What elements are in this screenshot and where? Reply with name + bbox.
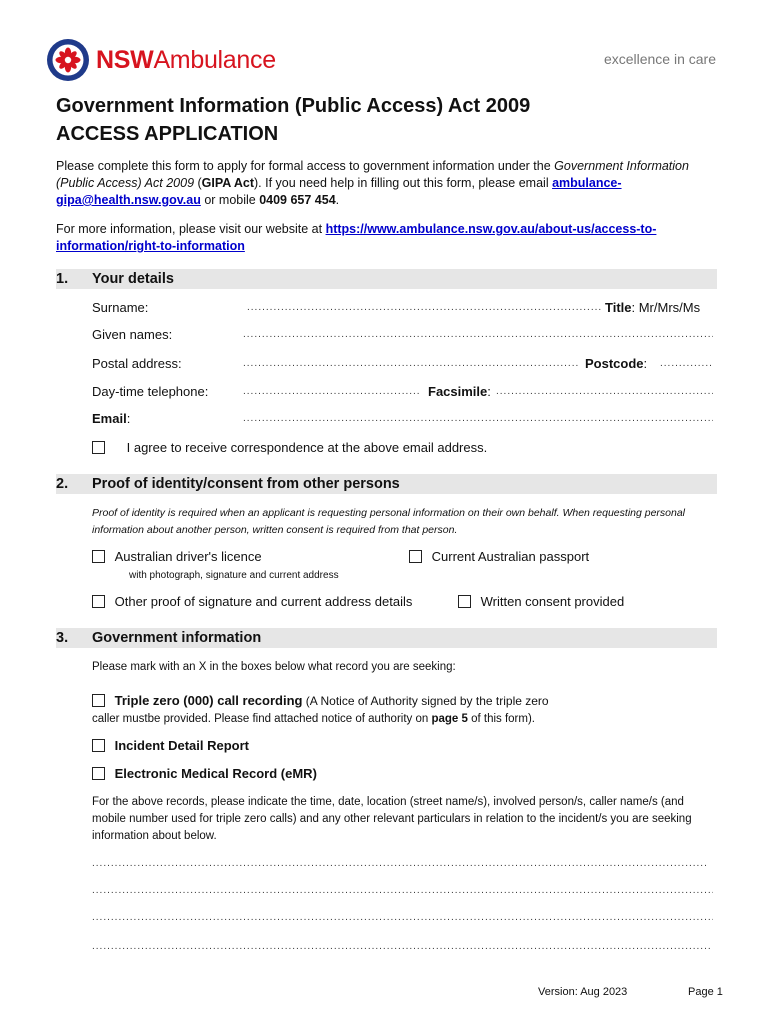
emr-option xyxy=(92,766,317,782)
mobile-number: 0409 657 454 xyxy=(259,193,336,207)
drivers-licence-sublabel: with photograph, signature and current address xyxy=(129,570,339,581)
section-3-header xyxy=(56,628,717,648)
agree-email-label: I agree to receive correspondence at the above email address. xyxy=(126,440,488,455)
postal-address-label: Postal address: xyxy=(92,356,182,371)
section-title: Your details xyxy=(92,271,174,287)
other-proof-option xyxy=(92,594,412,610)
version-label: Version: Aug 2023 xyxy=(538,986,628,998)
records-instruction: Please mark with an X in the boxes below what record you are seeking: xyxy=(92,661,456,673)
proof-of-identity-note: Proof of identity is required when an applicant is requesting personal information on their own behalf. When requesting personal information about another person, written consent is required from that person. xyxy=(92,507,686,536)
given-names-field[interactable] xyxy=(243,328,713,342)
incident-report-checkbox[interactable] xyxy=(92,739,105,752)
passport-checkbox[interactable] xyxy=(409,550,422,563)
incident-report-option xyxy=(92,738,249,754)
brand-name: NSWAmbulance xyxy=(96,45,276,74)
email-label: Email: xyxy=(92,411,131,426)
emr-label: Electronic Medical Record (eMR) xyxy=(114,766,317,781)
daytime-telephone-field[interactable] xyxy=(243,385,421,399)
other-proof-checkbox[interactable] xyxy=(92,595,105,608)
records-details-note: For the above records, please indicate the time, date, location (street name/s), involved person/s, caller name/s (and mobile number used for triple zero calls) and any other relevant particulars in relation to the incident/s you are seeking information about below. xyxy=(92,796,692,842)
triple-zero-note: caller mustbe provided. Please find attached notice of authority on page 5 of this form). xyxy=(92,713,535,725)
title-form-name: ACCESS APPLICATION xyxy=(56,123,279,145)
facsimile-field[interactable] xyxy=(496,385,713,399)
email-field[interactable] xyxy=(243,412,713,426)
facsimile-label: Facsimile: xyxy=(428,384,491,399)
title-act: Government Information (Public Access) Act 2009 xyxy=(56,95,531,117)
passport-option xyxy=(409,549,589,565)
records-details-line[interactable] xyxy=(92,911,713,925)
agree-email-checkbox[interactable] xyxy=(92,441,105,454)
postcode-field[interactable] xyxy=(660,357,713,371)
page-number: Page 1 xyxy=(688,986,723,998)
written-consent-checkbox[interactable] xyxy=(458,595,471,608)
triple-zero-checkbox[interactable] xyxy=(92,694,105,707)
records-details-line[interactable] xyxy=(92,940,710,954)
page-title xyxy=(56,92,530,148)
drivers-licence-option xyxy=(92,549,262,565)
page-header xyxy=(0,0,770,90)
section-number: 1. xyxy=(56,271,69,287)
section-number: 3. xyxy=(56,630,69,646)
postal-address-field[interactable] xyxy=(243,357,579,371)
email-link[interactable]: ambulance-gipa@health.nsw.gov.au xyxy=(56,176,622,207)
website-paragraph: For more information, please visit our website at https://www.ambulance.nsw.gov.au/about-us/access-to-information/right-to-information xyxy=(56,222,657,253)
daytime-telephone-label: Day-time telephone: xyxy=(92,384,209,399)
other-proof-label: Other proof of signature and current address details xyxy=(114,594,413,609)
surname-label: Surname: xyxy=(92,300,149,315)
written-consent-option xyxy=(458,594,624,610)
surname-field[interactable] xyxy=(247,301,603,315)
nsw-ambulance-logo xyxy=(46,38,276,82)
waratah-crest-icon xyxy=(46,38,90,82)
triple-zero-label: Triple zero (000) call recording xyxy=(114,693,303,708)
section-1-header xyxy=(56,269,717,289)
section-title: Government information xyxy=(92,630,262,646)
written-consent-label: Written consent provided xyxy=(480,594,625,609)
emr-checkbox[interactable] xyxy=(92,767,105,780)
agree-email-option xyxy=(92,440,487,456)
section-2-header xyxy=(56,474,717,494)
title-field-label: Title: Mr/Mrs/Ms xyxy=(605,300,701,315)
records-details-line[interactable] xyxy=(92,857,706,871)
section-title: Proof of identity/consent from other persons xyxy=(92,476,400,492)
section-number: 2. xyxy=(56,476,69,492)
postcode-label: Postcode: xyxy=(585,356,648,371)
given-names-label: Given names: xyxy=(92,327,173,342)
intro-paragraph: Please complete this form to apply for formal access to government information under the Government Information (Public Access) Act 2009 (GIPA Act). If you need help in filling out this form, please email ambulance-gipa@health.nsw.gov.au or mobile 0409 657 454. xyxy=(56,159,689,207)
drivers-licence-label: Australian driver's licence xyxy=(114,549,262,564)
drivers-licence-checkbox[interactable] xyxy=(92,550,105,563)
tagline: excellence in care xyxy=(603,51,716,67)
website-link[interactable]: https://www.ambulance.nsw.gov.au/about-us/access-to-information/right-to-information xyxy=(56,222,657,253)
records-details-line[interactable] xyxy=(92,884,713,898)
incident-report-label: Incident Detail Report xyxy=(114,738,249,753)
passport-label: Current Australian passport xyxy=(431,549,590,564)
triple-zero-option: Triple zero (000) call recording (A Notice of Authority signed by the triple zero xyxy=(92,693,549,709)
